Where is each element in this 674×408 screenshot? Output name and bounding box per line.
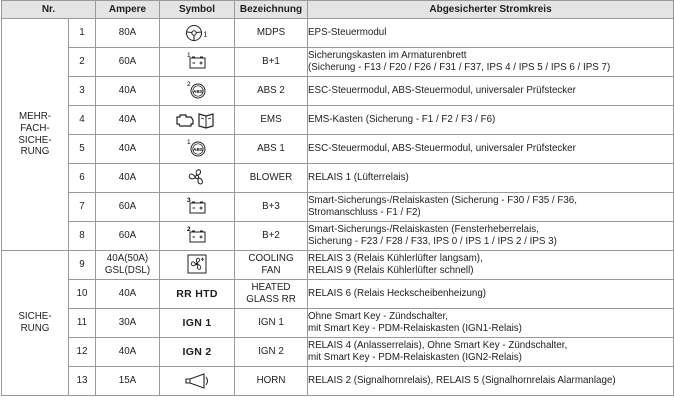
row-nr: 2 xyxy=(69,48,96,77)
row-ampere: 40A xyxy=(96,338,160,367)
row-nr: 6 xyxy=(69,164,96,193)
rr-htd-symbol: RR HTD xyxy=(176,287,218,300)
row-symbol xyxy=(160,338,235,367)
table-row xyxy=(2,106,674,135)
group-sicherung-label: SICHE- RUNG xyxy=(18,311,52,334)
row-nr: 3 xyxy=(69,77,96,106)
abs-1-label: 1 xyxy=(187,139,191,147)
row-kreis xyxy=(308,164,674,193)
abs-1-text: ABS xyxy=(193,147,203,153)
row-ampere-text: 40A(50A) GSL(DSL) xyxy=(104,253,151,276)
row-symbol xyxy=(160,48,235,77)
row-kreis xyxy=(308,367,674,396)
table-row xyxy=(2,19,674,48)
table-row xyxy=(2,164,674,193)
steering-icon-label: 1 xyxy=(203,31,208,39)
row-kreis xyxy=(308,193,674,222)
row-bezeichnung xyxy=(235,251,308,280)
row-ampere: 40A xyxy=(96,77,160,106)
row-ampere: 15A xyxy=(96,367,160,396)
row-nr: 1 xyxy=(69,19,96,48)
row-kreis xyxy=(308,251,674,280)
row-kreis-text: EMS-Kasten (Sicherung - F1 / F2 / F3 / F6) xyxy=(308,114,496,126)
row-symbol xyxy=(160,309,235,338)
fan-icon xyxy=(186,165,208,189)
row-ampere xyxy=(96,251,160,280)
row-kreis-text: ESC-Steuermodul, ABS-Steuermodul, universaler Prüfstecker xyxy=(308,85,576,97)
row-kreis-text: Smart-Sicherungs-/Relaiskasten (Fensterheberrelais, Sicherung - F23 / F28 / F33, IPS 0 / IPS 1 / IPS 2 / IPS 3) xyxy=(308,224,557,247)
row-symbol xyxy=(160,19,235,48)
row-nr: 8 xyxy=(69,222,96,251)
row-bezeichnung-text: HEATED GLASS RR xyxy=(246,282,296,305)
row-nr: 11 xyxy=(69,309,96,338)
row-kreis xyxy=(308,48,674,77)
row-bezeichnung: HORN xyxy=(235,367,308,396)
row-bezeichnung: ABS 2 xyxy=(235,77,308,106)
row-nr: 13 xyxy=(69,367,96,396)
row-ampere: 60A xyxy=(96,48,160,77)
battery-1-icon xyxy=(184,49,210,73)
row-ampere: 40A xyxy=(96,164,160,193)
row-kreis xyxy=(308,222,674,251)
horn-icon xyxy=(183,369,211,393)
row-bezeichnung: EMS xyxy=(235,106,308,135)
group-mehrfach xyxy=(2,19,69,251)
table-row xyxy=(2,251,674,280)
engine-book-icon xyxy=(175,108,219,132)
header-bezeichnung: Bezeichnung xyxy=(235,1,308,19)
row-symbol xyxy=(160,106,235,135)
row-bezeichnung xyxy=(235,280,308,309)
row-ampere: 40A xyxy=(96,280,160,309)
row-symbol xyxy=(160,193,235,222)
row-kreis-text: RELAIS 6 (Relais Heckscheibenheizung) xyxy=(308,288,487,300)
row-ampere: 60A xyxy=(96,193,160,222)
fuse-table xyxy=(1,0,674,396)
table-row xyxy=(2,77,674,106)
row-kreis-text: EPS-Steuermodul xyxy=(308,27,387,39)
row-bezeichnung: MDPS xyxy=(235,19,308,48)
row-kreis xyxy=(308,135,674,164)
battery-3-icon xyxy=(184,194,210,218)
row-nr: 4 xyxy=(69,106,96,135)
group-sicherung xyxy=(2,251,69,396)
row-ampere: 80A xyxy=(96,19,160,48)
battery-2-label: 2 xyxy=(187,226,191,234)
row-ampere: 40A xyxy=(96,106,160,135)
row-symbol xyxy=(160,251,235,280)
abs-2-icon xyxy=(184,78,210,102)
header-row xyxy=(2,1,674,19)
header-ampere: Ampere xyxy=(96,1,160,19)
steering-wheel-1-icon xyxy=(184,21,210,45)
row-ampere: 60A xyxy=(96,222,160,251)
row-bezeichnung: B+2 xyxy=(235,222,308,251)
row-nr: 12 xyxy=(69,338,96,367)
group-mehrfach-label: MEHR- FACH- SICHE- RUNG xyxy=(18,111,52,158)
row-ampere: 40A xyxy=(96,135,160,164)
row-bezeichnung: IGN 2 xyxy=(235,338,308,367)
ign-2-symbol: IGN 2 xyxy=(182,345,212,358)
row-nr: 9 xyxy=(69,251,96,280)
header-nr: Nr. xyxy=(2,1,96,19)
row-kreis-text: Smart-Sicherungs-/Relaiskasten (Sicherung - F30 / F35 / F36, Stromanschluss - F1 / F2) xyxy=(308,195,577,218)
row-bezeichnung: BLOWER xyxy=(235,164,308,193)
table-row xyxy=(2,367,674,396)
row-nr: 7 xyxy=(69,193,96,222)
row-kreis-text: RELAIS 1 (Lüfterrelais) xyxy=(308,172,409,184)
abs-2-text: ABS xyxy=(193,89,203,95)
battery-1-label: 1 xyxy=(187,52,191,60)
table-row xyxy=(2,309,674,338)
abs-2-label: 2 xyxy=(187,81,191,89)
row-nr: 5 xyxy=(69,135,96,164)
table-row xyxy=(2,135,674,164)
row-bezeichnung-text: COOLING FAN xyxy=(248,253,294,276)
row-kreis xyxy=(308,19,674,48)
battery-2-icon xyxy=(184,223,210,247)
row-symbol xyxy=(160,367,235,396)
table-row xyxy=(2,222,674,251)
abs-1-icon xyxy=(184,136,210,160)
row-symbol xyxy=(160,222,235,251)
ign-1-symbol: IGN 1 xyxy=(182,316,212,329)
table-row xyxy=(2,48,674,77)
row-symbol xyxy=(160,77,235,106)
row-kreis-text: RELAIS 2 (Signalhornrelais), RELAIS 5 (Signalhornrelais Alarmanlage) xyxy=(308,375,616,387)
cooling-fan-icon xyxy=(186,252,208,276)
row-nr: 10 xyxy=(69,280,96,309)
battery-3-label: 3 xyxy=(187,197,191,205)
row-kreis xyxy=(308,309,674,338)
row-bezeichnung: B+1 xyxy=(235,48,308,77)
row-ampere: 30A xyxy=(96,309,160,338)
row-symbol xyxy=(160,280,235,309)
row-kreis xyxy=(308,106,674,135)
header-symbol: Symbol xyxy=(160,1,235,19)
row-kreis-text: Ohne Smart Key - Zündschalter, mit Smart Key - PDM-Relaiskasten (IGN1-Relais) xyxy=(308,311,522,334)
row-kreis-text: RELAIS 4 (Anlasserrelais), Ohne Smart Key - Zündschalter, mit Smart Key - PDM-Relaiskasten (IGN2-Relais) xyxy=(308,340,568,363)
row-kreis-text: ESC-Steuermodul, ABS-Steuermodul, universaler Prüfstecker xyxy=(308,143,576,155)
row-kreis-text: Sicherungskasten im Armaturenbrett (Sicherung - F13 / F20 / F26 / F31 / F37, IPS 4 / IPS 5 / IPS 6 / IPS 7) xyxy=(308,50,611,73)
row-bezeichnung: ABS 1 xyxy=(235,135,308,164)
row-bezeichnung: IGN 1 xyxy=(235,309,308,338)
row-bezeichnung: B+3 xyxy=(235,193,308,222)
row-kreis-text: RELAIS 3 (Relais Kühlerlüfter langsam), RELAIS 9 (Relais Kühlerlüfter schnell) xyxy=(308,253,483,276)
row-symbol xyxy=(160,135,235,164)
table-row xyxy=(2,338,674,367)
row-kreis xyxy=(308,338,674,367)
table-row xyxy=(2,193,674,222)
row-kreis xyxy=(308,77,674,106)
row-kreis xyxy=(308,280,674,309)
row-symbol xyxy=(160,164,235,193)
header-kreis: Abgesicherter Stromkreis xyxy=(308,1,674,19)
table-row xyxy=(2,280,674,309)
